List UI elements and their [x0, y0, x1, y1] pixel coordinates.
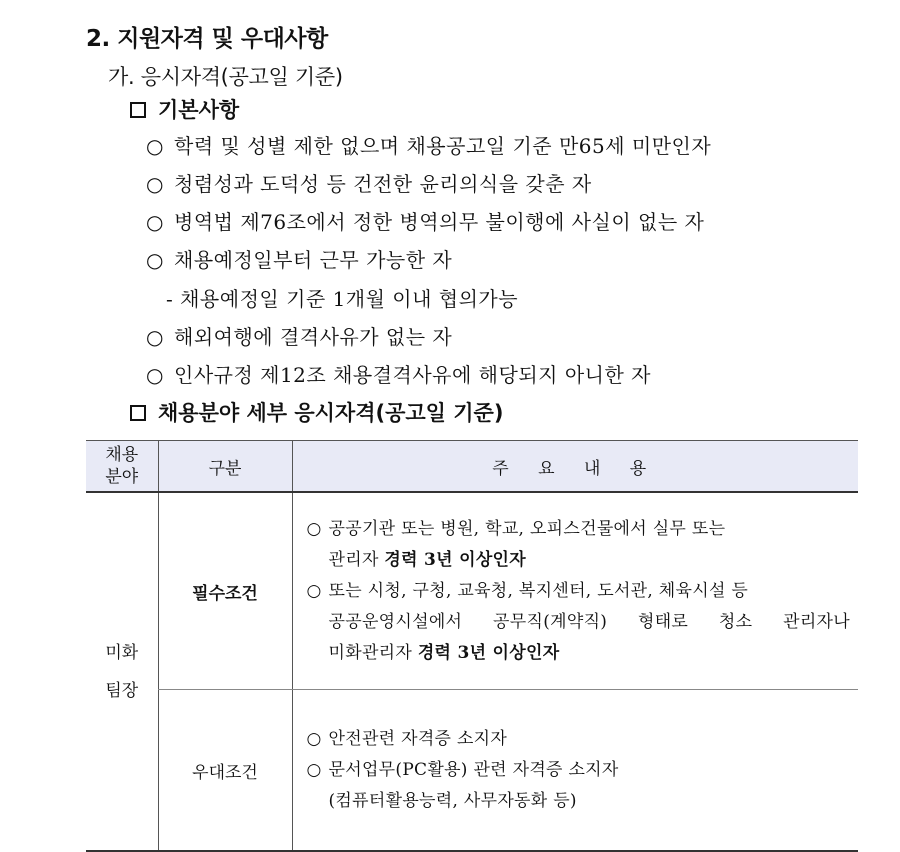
- list-item: [146, 321, 452, 350]
- content-item-cont: 공공운영시설에서 공무직(계약직) 형태로 청소 관리자나: [328, 611, 850, 632]
- checkbox-square-icon: [130, 102, 146, 118]
- subsection-title: 가. 응시자격(공고일 기준): [108, 65, 343, 89]
- content-cell: [292, 690, 858, 852]
- list-item: [146, 130, 711, 159]
- content-item-cont: 관리자 경력 3년 이상인자: [328, 549, 526, 570]
- category-cell: 필수조건: [158, 492, 292, 690]
- circle-bullet-icon: ○: [306, 518, 322, 539]
- sub-note: - 채용예정일 기준 1개월 이내 협의가능: [166, 287, 519, 311]
- content-item: ○ 공공기관 또는 병원, 학교, 오피스건물에서 실무 또는: [307, 514, 851, 545]
- requirements-table: [86, 440, 858, 852]
- detail-requirements-heading: [130, 397, 503, 427]
- header-field: 채용 분야: [86, 441, 158, 493]
- list-item: [146, 244, 452, 273]
- content-item-cont: (컴퓨터활용능력, 사무자동화 등): [328, 790, 577, 811]
- content-item: ○ 또는 시청, 구청, 교육청, 복지센터, 도서관, 체육시설 등: [307, 576, 851, 607]
- circle-bullet-icon: ○: [146, 363, 164, 387]
- list-item-text: 청렴성과 도덕성 등 건전한 윤리의식을 갖춘 자: [174, 172, 592, 196]
- circle-bullet-icon: ○: [306, 728, 322, 749]
- basic-requirements-heading: [130, 94, 239, 124]
- list-item-text: 병역법 제76조에서 정한 병역의무 불이행에 사실이 없는 자: [174, 210, 705, 234]
- checkbox-square-icon: [130, 405, 146, 421]
- list-item-text: 인사규정 제12조 채용결격사유에 해당되지 아니한 자: [174, 363, 651, 387]
- content-item: ○ 문서업무(PC활용) 관련 자격증 소지자: [307, 755, 851, 786]
- circle-bullet-icon: ○: [146, 134, 164, 158]
- table-header-row: [86, 441, 858, 493]
- content-item: ○ 안전관련 자격증 소지자: [307, 724, 851, 755]
- list-item: [146, 168, 592, 197]
- category-cell: 우대조건: [158, 690, 292, 852]
- header-category: 구분: [158, 441, 292, 493]
- list-item-text: 채용예정일부터 근무 가능한 자: [174, 248, 453, 272]
- content-cell: [292, 492, 858, 690]
- table-row: [86, 492, 858, 690]
- circle-bullet-icon: ○: [146, 325, 164, 349]
- circle-bullet-icon: ○: [146, 248, 164, 272]
- list-item-text: 해외여행에 결격사유가 없는 자: [174, 325, 453, 349]
- detail-requirements-title: 채용분야 세부 응시자격(공고일 기준): [158, 401, 504, 425]
- field-cell: 미화 팀장: [86, 492, 158, 851]
- circle-bullet-icon: ○: [306, 580, 322, 601]
- header-content: 주 요 내 용: [292, 441, 858, 493]
- table-row: [86, 690, 858, 852]
- basic-requirements-title: 기본사항: [158, 98, 240, 122]
- section-title: 2. 지원자격 및 우대사항: [86, 26, 328, 52]
- circle-bullet-icon: ○: [146, 172, 164, 196]
- list-item: [146, 206, 704, 235]
- list-item: [146, 359, 651, 388]
- circle-bullet-icon: ○: [306, 759, 322, 780]
- circle-bullet-icon: ○: [146, 210, 164, 234]
- content-item-cont: 미화관리자 경력 3년 이상인자: [328, 642, 560, 663]
- list-item-text: 학력 및 성별 제한 없으며 채용공고일 기준 만65세 미만인자: [174, 134, 712, 158]
